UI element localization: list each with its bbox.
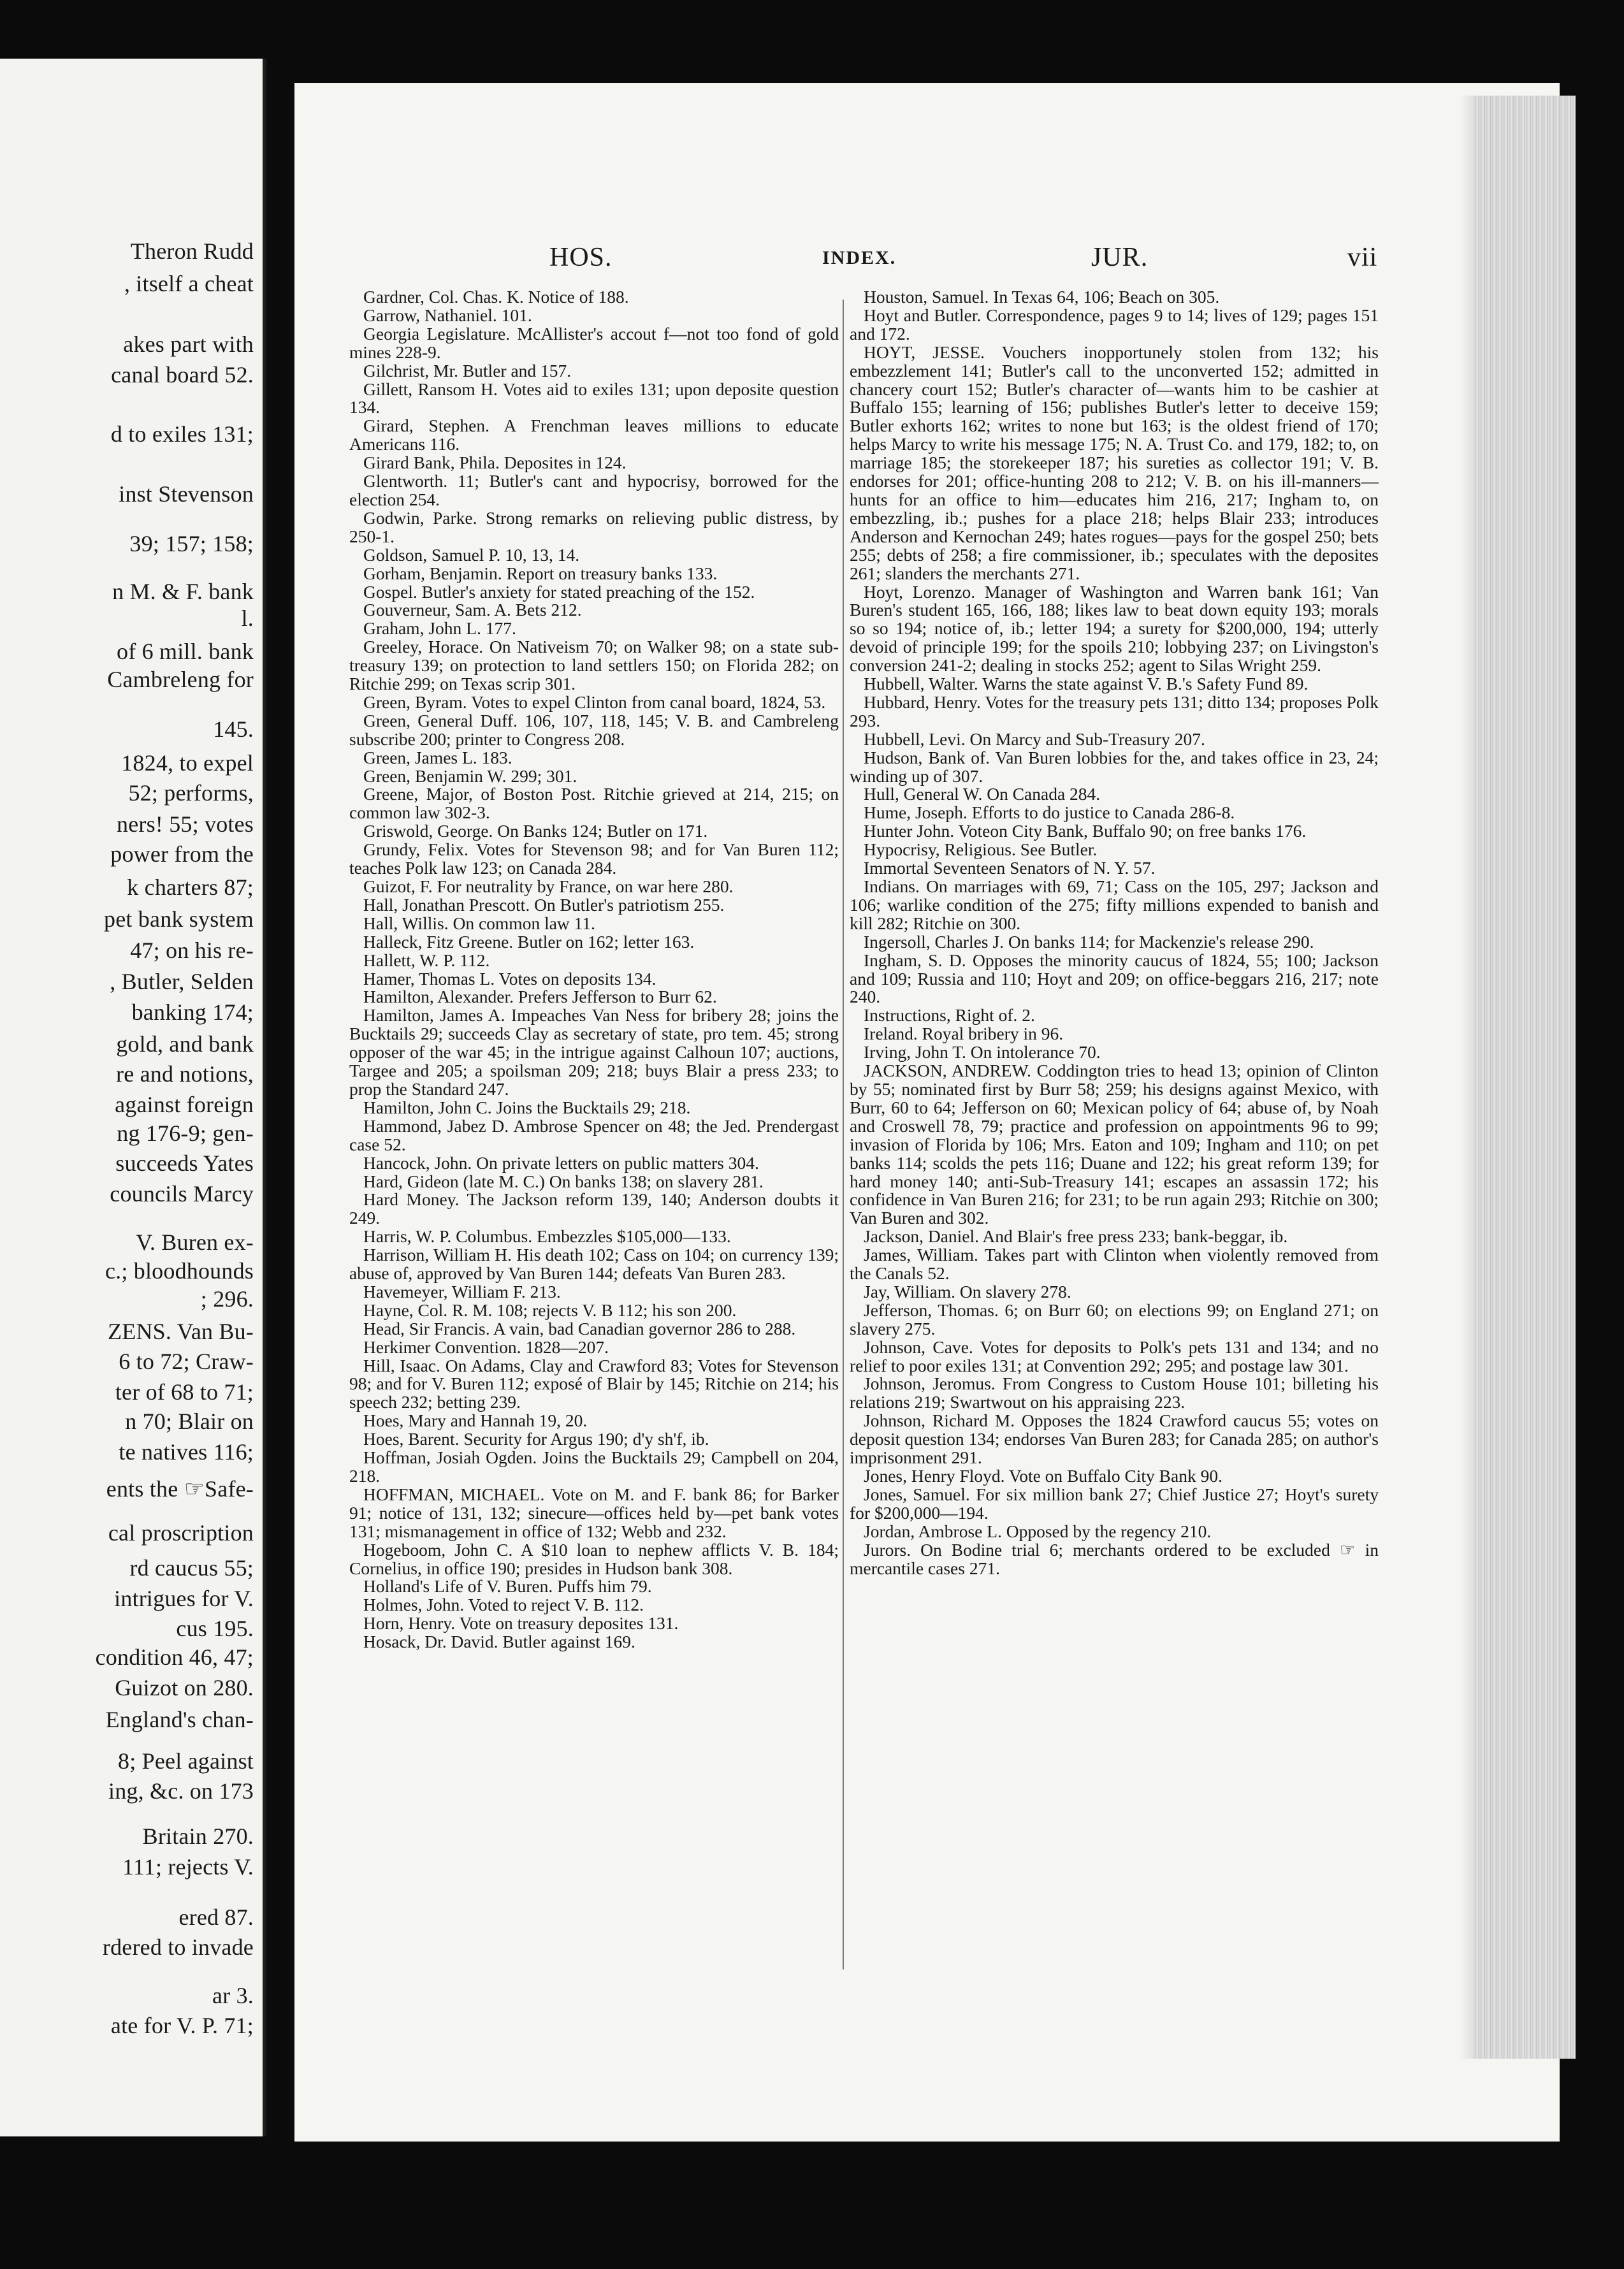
left-page-line: n M. & F. bank [112, 579, 254, 604]
index-entry: Greene, Major, of Boston Post. Ritchie grieved at 214, 215; on common law 302-3. [349, 784, 839, 823]
left-page-line: gold, and bank [116, 1031, 254, 1057]
left-page-line: pet bank system [104, 906, 254, 932]
index-entry: Hill, Isaac. On Adams, Clay and Crawford 83; Votes for Stevenson 98; and for V. Buren 112; exposé of Blair by 145; Ritchie on 214; his speech 232; betting 239. [349, 1355, 839, 1412]
left-page-line: against foreign [115, 1092, 254, 1117]
index-entry: Gilchrist, Mr. Butler and 157. [363, 360, 572, 381]
index-entry: Griswold, George. On Banks 124; Butler on 171. [363, 821, 708, 841]
left-page-line: 111; rejects V. [122, 1854, 254, 1880]
index-entry: Hoes, Barent. Security for Argus 190; d'y sh'f, ib. [363, 1429, 709, 1449]
index-entry: Girard Bank, Phila. Deposites in 124. [363, 453, 627, 473]
left-page-line: cal proscription [108, 1520, 254, 1546]
left-page-line: akes part with [123, 331, 254, 357]
left-page-line: n 70; Blair on [125, 1409, 254, 1434]
index-entry: Harris, W. P. Columbus. Embezzles $105,000—133. [363, 1226, 731, 1247]
left-page-line: England's chan- [105, 1707, 254, 1732]
left-page-line: Britain 270. [142, 1823, 254, 1849]
index-entry: Goldson, Samuel P. 10, 13, 14. [363, 544, 580, 565]
left-page-line: Cambreleng for [107, 667, 254, 692]
left-page-line: ZENS. Van Bu- [108, 1319, 254, 1344]
index-entry: Herkimer Convention. 1828—207. [363, 1337, 609, 1357]
page-stack-edge [1474, 96, 1576, 2059]
index-entry: Guizot, F. For neutrality by France, on war here 280. [363, 876, 734, 896]
left-page-line: councils Marcy [110, 1181, 254, 1207]
running-head-left: HOS. [549, 243, 613, 272]
left-page-line: inst Stevenson [119, 481, 254, 507]
index-column-left [349, 288, 839, 1651]
index-entry: Greeley, Horace. On Nativeism 70; on Walker 98; on a state sub-treasury 139; on protection to land settlers 150; on Florida 282; on Ritchie 299; on Texas scrip 301. [349, 637, 839, 694]
left-page-line: of 6 mill. bank [117, 639, 254, 664]
index-entry: Irving, John T. On intolerance 70. [864, 1042, 1101, 1062]
left-page-line: Guizot on 280. [115, 1675, 254, 1700]
index-entry: Jackson, Daniel. And Blair's free press 233; bank-beggar, ib. [864, 1226, 1288, 1247]
index-entry: Harrison, William H. His death 102; Cass on 104; on currency 139; abuse of, approved by Van Buren 144; defeats Van Buren 283. [349, 1245, 839, 1284]
index-entry: Hubbell, Levi. On Marcy and Sub-Treasury 207. [864, 729, 1205, 749]
left-page-line: V. Buren ex- [136, 1229, 254, 1255]
left-page-line: cus 195. [176, 1616, 254, 1641]
index-entry: Hubbard, Henry. Votes for the treasury pets 131; ditto 134; proposes Polk 293. [850, 692, 1379, 730]
index-entry: Hall, Jonathan Prescott. On Butler's patriotism 255. [363, 894, 725, 915]
index-entry: Green, James L. 183. [363, 747, 512, 767]
index-entry: HOFFMAN, MICHAEL. Vote on M. and F. bank 86; for Barker 91; notice of 131, 132; sinecure—offices held by—pet bank votes 131; mismanagement in office of 132; Webb and 232. [349, 1484, 839, 1541]
index-entry: Hoyt, Lorenzo. Manager of Washington and Warren bank 161; Van Buren's student 165, 166, 188; likes law to beat down equity 193; morals so so 194; notice of, ib.; letter 194; a surety for $200,000, 194; utterly devoid of principle 199; for the spoils 210; lobbying 237; on Livingston's conversion 241-2; dealing in stocks 252; agent to Silas Wright 259. [850, 581, 1379, 676]
index-entry: Hard, Gideon (late M. C.) On banks 138; on slavery 281. [363, 1171, 764, 1191]
index-entry: Instructions, Right of. 2. [864, 1005, 1035, 1026]
left-page-line: 1824, to expel [121, 750, 254, 776]
left-page-line: 8; Peel against [118, 1748, 254, 1774]
left-page-line: rdered to invade [102, 1934, 254, 1960]
left-page-line: te natives 116; [119, 1439, 254, 1465]
index-entry: Gillett, Ransom H. Votes aid to exiles 131; upon deposite question 134. [349, 379, 839, 417]
left-page-line: d to exiles 131; [110, 421, 254, 447]
index-entry: HOYT, JESSE. Vouchers inopportunely stolen from 132; his embezzlement 141; Butler's call to the unconverted 152; admitted in chancery court 152; Butler's character of—wants him to be cashier at Buffalo 155; learning of 156; publishes Butler's letter to deceive 159; Butler exhorts 162; writes to none but 163; is the oldest friend of 170; helps Marcy to write his message 175; N. A. Trust Co. and 179, 182; to, on marriage 185; the storekeeper 187; his sureties as collector 191; V. B. endorses for 201; office-hunting 208 to 212; V. B. on his ill-manners—hunts for an office to him—educates him 216, 217; Ingham to, on embezzling, ib.; pushes for a place 218; helps Blair 233; introduces Anderson and Kernochan 249; hates rogues—pays for the gospel 250; bets 255; debts of 258; a fire commissioner, ib.; speculates with the deposites 261; slanders the merchants 271. [850, 342, 1379, 583]
left-page-line: ners! 55; votes [117, 811, 254, 837]
left-page-line: 6 to 72; Craw- [119, 1349, 254, 1374]
left-page-line: Theron Rudd [130, 238, 254, 264]
left-page-line: ng 176-9; gen- [117, 1120, 254, 1146]
left-page-line: ; 296. [200, 1286, 254, 1312]
index-entry: Hamilton, Alexander. Prefers Jefferson to Burr 62. [363, 987, 717, 1007]
index-entry: Hudson, Bank of. Van Buren lobbies for the, and takes office in 23, 24; winding up of 307. [850, 747, 1379, 786]
index-entry: Hard Money. The Jackson reform 139, 140; Anderson doubts it 249. [349, 1189, 839, 1228]
left-page-line: ar 3. [212, 1983, 254, 2008]
index-entry: Immortal Seventeen Senators of N. Y. 57. [864, 858, 1156, 878]
index-entry: JACKSON, ANDREW. Coddington tries to head 13; opinion of Clinton by 55; nominated first by Burr 58; 259; his designs against Mexico, with Burr, 60 to 64; Jefferson on 60; Mexican policy of 64; abuse of, by Noah and Croswell 78, 79; practice and profession on appointments 96 to 99; invasion of Florida by 106; Mrs. Eaton and 109; Ingham and 110; on pet banks 114; scolds the pets 116; Duane and 122; his great reform 139; for hard money 140; anti-Sub-Treasury 141; escapes an assassin 172; his confidence in Van Buren 216; for 231; to be run again 293; Ritchie on 300; Van Buren and 302. [850, 1061, 1379, 1228]
index-entry: Graham, John L. 177. [363, 618, 516, 639]
running-head-center: INDEX. [822, 247, 897, 268]
left-page-line: c.; bloodhounds [105, 1258, 254, 1284]
index-entry: Garrow, Nathaniel. 101. [363, 305, 532, 325]
index-entry: Godwin, Parke. Strong remarks on relieving public distress, by 250-1. [349, 507, 839, 546]
index-entry: Ingersoll, Charles J. On banks 114; for Mackenzie's release 290. [864, 931, 1314, 952]
index-entry: Johnson, Cave. Votes for deposits to Polk's pets 131 and 134; and no relief to poor exiles 131; at Convention 292; 295; and postage law 301. [850, 1337, 1379, 1375]
index-entry: Hypocrisy, Religious. See Butler. [864, 839, 1098, 860]
left-page-line: k charters 87; [127, 874, 254, 900]
index-entry: Indians. On marriages with 69, 71; Cass on the 105, 297; Jackson and 106; warlike condition of the 275; fifty millions expended to banish and kill 282; Ritchie on 300. [850, 876, 1379, 933]
left-page-line: ents the ☞Safe- [106, 1476, 254, 1502]
left-page-line: succeeds Yates [115, 1150, 254, 1176]
index-entry: Holmes, John. Voted to reject V. B. 112. [363, 1595, 644, 1615]
index-entry: Grundy, Felix. Votes for Stevenson 98; and for Van Buren 112; teaches Polk law 123; on Canada 284. [349, 839, 839, 878]
left-page-line: banking 174; [131, 999, 254, 1025]
index-entry: Gouverneur, Sam. A. Bets 212. [363, 600, 582, 620]
running-head-right: JUR. [1091, 243, 1149, 272]
left-page-line: 39; 157; 158; [129, 531, 254, 556]
index-entry: Jurors. On Bodine trial 6; merchants ordered to be excluded ☞ in mercantile cases 271. [850, 1539, 1379, 1578]
index-entry: Hoes, Mary and Hannah 19, 20. [363, 1410, 588, 1431]
left-page-line: rd caucus 55; [129, 1555, 254, 1581]
index-entry: Holland's Life of V. Buren. Puffs him 79. [363, 1576, 652, 1597]
index-entry: Hamilton, John C. Joins the Bucktails 29; 218. [363, 1097, 691, 1117]
index-entry: Horn, Henry. Vote on treasury deposites 131. [363, 1613, 679, 1634]
left-page-line: condition 46, 47; [95, 1644, 254, 1670]
index-entry: Hancock, John. On private letters on public matters 304. [363, 1152, 759, 1173]
left-page-line: l. [241, 605, 254, 631]
left-page-fragment [0, 59, 266, 2136]
left-page-line: ered 87. [178, 1904, 254, 1930]
left-page-line: 47; on his re- [130, 938, 254, 963]
index-entry: Gardner, Col. Chas. K. Notice of 188. [363, 287, 629, 307]
index-entry: Jones, Henry Floyd. Vote on Buffalo City Bank 90. [864, 1466, 1222, 1486]
left-page-line: 52; performs, [128, 780, 254, 806]
index-entry: Hume, Joseph. Efforts to do justice to Canada 286-8. [864, 802, 1235, 823]
index-entry: Hayne, Col. R. M. 108; rejects V. B 112; his son 200. [363, 1300, 737, 1320]
left-page-line: re and notions, [116, 1061, 254, 1087]
index-entry: Hall, Willis. On common law 11. [363, 913, 595, 933]
left-page-line: , itself a cheat [124, 271, 254, 296]
index-entry: Green, General Duff. 106, 107, 118, 145; V. B. and Cambreleng subscribe 200; printer to Congress 208. [349, 710, 839, 749]
index-entry: Johnson, Richard M. Opposes the 1824 Crawford caucus 55; votes on deposit question 134; endorses Van Buren 283; for Canada 285; on author's imprisonment 291. [850, 1410, 1379, 1468]
index-entry: Hoyt and Butler. Correspondence, pages 9 to 14; lives of 129; pages 151 and 172. [850, 305, 1379, 344]
index-entry: Hubbell, Walter. Warns the state against V. B.'s Safety Fund 89. [864, 674, 1309, 694]
index-entry: Hallett, W. P. 112. [363, 950, 490, 970]
index-entry: Hunter John. Voteon City Bank, Buffalo 90; on free banks 176. [864, 821, 1307, 841]
index-entry: James, William. Takes part with Clinton when violently removed from the Canals 52. [850, 1245, 1379, 1284]
index-entry: Jordan, Ambrose L. Opposed by the regency 210. [864, 1521, 1212, 1541]
index-entry: Green, Benjamin W. 299; 301. [363, 765, 577, 786]
index-entry: Glentworth. 11; Butler's cant and hypocrisy, borrowed for the election 254. [349, 471, 839, 509]
index-entry: Halleck, Fitz Greene. Butler on 162; letter 163. [363, 931, 695, 952]
index-entry: Hogeboom, John C. A $10 loan to nephew afflicts V. B. 184; Cornelius, in office 190; presides in Hudson bank 308. [349, 1539, 839, 1578]
index-entry: Girard, Stephen. A Frenchman leaves millions to educate Americans 116. [349, 416, 839, 454]
index-column-right [850, 288, 1379, 1577]
left-page-line: canal board 52. [111, 362, 254, 388]
index-entry: Johnson, Jeromus. From Congress to Custom House 101; billeting his relations 219; Swartwout on his appraising 223. [850, 1374, 1379, 1412]
index-entry: Georgia Legislature. McAllister's accout f—not too fond of gold mines 228-9. [349, 323, 839, 362]
index-entry: Green, Byram. Votes to expel Clinton from canal board, 1824, 53. [363, 692, 826, 712]
index-entry: Houston, Samuel. In Texas 64, 106; Beach on 305. [864, 287, 1220, 307]
index-entry: Ingham, S. D. Opposes the minority caucus of 1824, 55; 100; Jackson and 109; Russia and 110; Hoyt and 209; on office-beggars 216, 217; note 240. [850, 950, 1379, 1007]
left-page-line: ate for V. P. 71; [110, 2013, 254, 2038]
index-entry: Jay, William. On slavery 278. [864, 1281, 1071, 1301]
column-rule [843, 300, 844, 1969]
index-entry: Hamilton, James A. Impeaches Van Ness for bribery 28; joins the Bucktails 29; succeeds Clay as secretary of state, pro tem. 45; strong opposer of the war 45; in the intrigue against Calhoun 107; auctions, Targee and 205; a spoilsman 209; 218; buys Blair a press 233; to prop the Standard 247. [349, 1005, 839, 1099]
index-entry: Hamer, Thomas L. Votes on deposits 134. [363, 968, 656, 989]
page-number: vii [1347, 243, 1378, 272]
left-page-line: intrigues for V. [114, 1586, 254, 1611]
index-entry: Jefferson, Thomas. 6; on Burr 60; on elections 99; on England 271; on slavery 275. [850, 1300, 1379, 1338]
index-entry: Ireland. Royal bribery in 96. [864, 1024, 1064, 1044]
left-page-line: ter of 68 to 71; [115, 1379, 254, 1405]
index-entry: Hammond, Jabez D. Ambrose Spencer on 48; the Jed. Prendergast case 52. [349, 1115, 839, 1154]
index-entry: Jones, Samuel. For six million bank 27; Chief Justice 27; Hoyt's surety for $200,000—194. [850, 1484, 1379, 1523]
index-entry: Hoffman, Josiah Ogden. Joins the Bucktails 29; Campbell on 204, 218. [349, 1447, 839, 1486]
index-entry: Hull, General W. On Canada 284. [864, 784, 1101, 804]
index-entry: Head, Sir Francis. A vain, bad Canadian governor 286 to 288. [363, 1318, 796, 1338]
left-page-line: 145. [213, 716, 254, 742]
index-entry: Havemeyer, William F. 213. [363, 1281, 561, 1301]
index-entry: Hosack, Dr. David. Butler against 169. [363, 1632, 635, 1652]
index-entry: Gorham, Benjamin. Report on treasury banks 133. [363, 563, 718, 583]
index-entry: Gospel. Butler's anxiety for stated preaching of the 152. [363, 581, 755, 602]
left-page-line: , Butler, Selden [110, 969, 254, 994]
left-page-line: power from the [110, 841, 254, 867]
left-page-line: ing, &c. on 173 [108, 1778, 254, 1804]
